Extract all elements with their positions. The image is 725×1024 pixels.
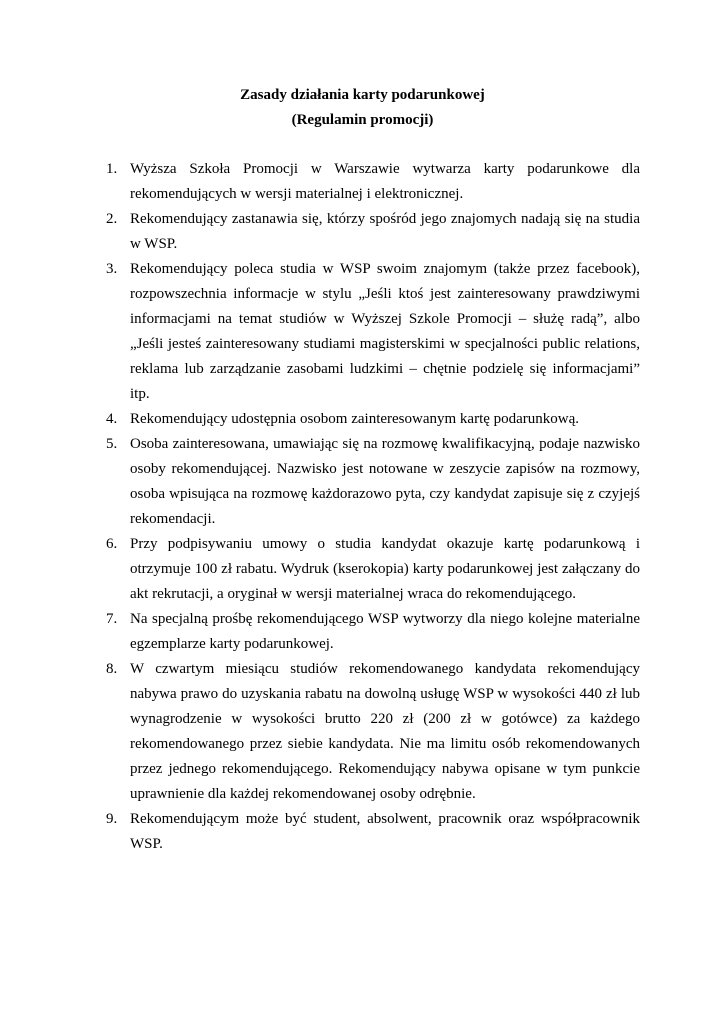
rule-number: 6. xyxy=(106,536,118,552)
rule-item-1 xyxy=(100,157,640,207)
rules-list xyxy=(100,157,640,857)
rule-text: Rekomendujący poleca studia w WSP swoim znajomym (także przez facebook), rozpowszechnia informacje w stylu „Jeśli ktoś jest zainteresowany prawdziwymi informacjami na temat studiów w Wyższej Szkole Promocji – służę radą”, albo „Jeśli jesteś zainteresowany studiami magisterskimi w specjalności public relations, reklama lub zarządzanie zasobami ludzkimi – chętnie podzielę się informacjami” itp. xyxy=(130,261,640,402)
rule-item-5 xyxy=(100,432,640,532)
rule-item-2 xyxy=(100,207,640,257)
rule-text: Rekomendujący udostępnia osobom zainteresowanym kartę podarunkową. xyxy=(130,411,580,427)
rule-text: Przy podpisywaniu umowy o studia kandydat okazuje kartę podarunkową i otrzymuje 100 zł rabatu. Wydruk (kserokopia) karty podarunkowej jest załączany do akt rekrutacji, a oryginał w wersji materialnej wraca do rekomendującego. xyxy=(130,536,640,602)
rule-item-9 xyxy=(100,807,640,857)
rule-text: Osoba zainteresowana, umawiając się na rozmowę kwalifikacyjną, podaje nazwisko osoby rekomendującej. Nazwisko jest notowane w zeszycie zapisów na rozmowy, osoba wpisująca na rozmowę każdorazowo pyta, czy kandydat zapisuje się z czyjejś rekomendacji. xyxy=(130,436,640,527)
rule-item-3 xyxy=(100,257,640,407)
rule-number: 4. xyxy=(106,411,118,427)
rule-number: 9. xyxy=(106,811,118,827)
rule-number: 8. xyxy=(106,661,118,677)
rule-item-7 xyxy=(100,607,640,657)
rule-number: 3. xyxy=(106,261,118,277)
rule-item-6 xyxy=(100,532,640,607)
document-title: Zasady działania karty podarunkowej xyxy=(240,87,485,103)
rule-number: 5. xyxy=(106,436,118,452)
rule-text: Na specjalną prośbę rekomendującego WSP wytworzy dla niego kolejne materialne egzemplarze karty podarunkowej. xyxy=(130,611,640,652)
document-subtitle: (Regulamin promocji) xyxy=(291,112,434,128)
rule-number: 7. xyxy=(106,611,118,627)
rule-item-4 xyxy=(100,407,640,432)
rule-number: 2. xyxy=(106,211,118,227)
rule-text: Wyższa Szkoła Promocji w Warszawie wytwarza karty podarunkowe dla rekomendujących w wersji materialnej i elektronicznej. xyxy=(130,161,640,202)
rule-text: Rekomendującym może być student, absolwent, pracownik oraz współpracownik WSP. xyxy=(130,811,640,852)
rule-text: Rekomendujący zastanawia się, którzy spośród jego znajomych nadają się na studia w WSP. xyxy=(130,211,640,252)
rule-number: 1. xyxy=(106,161,118,177)
rule-text: W czwartym miesiącu studiów rekomendowanego kandydata rekomendujący nabywa prawo do uzyskania rabatu na dowolną usługę WSP w wysokości 440 zł lub wynagrodzenie w wysokości brutto 220 zł (200 zł w gotówce) za każdego rekomendowanego przez siebie kandydata. Nie ma limitu osób rekomendowanych przez jednego rekomendującego. Rekomendujący nabywa opisane w tym punkcie uprawnienie dla każdej rekomendowanej osoby odrębnie. xyxy=(130,661,640,802)
rule-item-8 xyxy=(100,657,640,807)
